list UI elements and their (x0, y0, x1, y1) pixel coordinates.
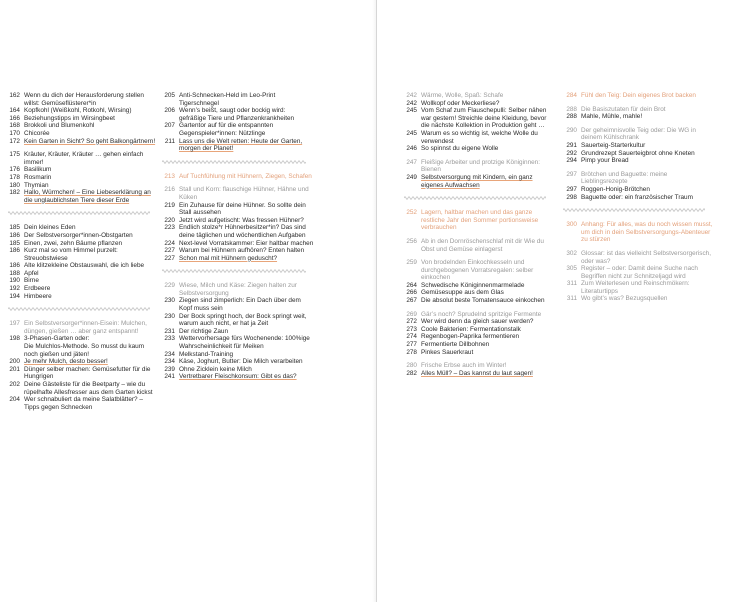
entry-title: Stall und Korn: flauschige Hühner, Hähne und Küken (179, 186, 309, 201)
toc-entry[interactable] (8, 277, 158, 285)
toc-entry[interactable] (563, 250, 713, 265)
page-number: 311 (566, 280, 577, 288)
page-number: 194 (9, 292, 20, 300)
entry-title: Gartentor auf für die entspannten Gegenspieler*innen: Nützlinge (179, 122, 274, 137)
entry-title: Baguette oder: ein französischer Traum (581, 193, 693, 201)
entry-title: Endlich stolze*r Hühnerbesitzer*in? Das sind deine täglichen und wöchentlichen Aufgaben (179, 224, 306, 239)
toc-entry[interactable] (162, 351, 314, 359)
toc-entry[interactable] (563, 127, 713, 142)
entry-title: Die Mulchlos-Methode. So musst du kaum noch gießen und jäten! (24, 343, 145, 358)
entry-title: Beziehungstipps im Wirsingbeet (24, 114, 115, 122)
entry-title: Der Bock springt hoch, der Bock springt weit, warum auch nicht, er hat ja Zeit (179, 312, 307, 328)
toc-entry[interactable] (404, 107, 554, 130)
toc-column-4 (563, 92, 713, 303)
entry-title: Anti-Schnecken-Held im Leo-Print Tigerschnegel (179, 92, 276, 107)
entry-title: Birne (24, 277, 39, 285)
toc-entry[interactable] (162, 328, 314, 336)
entry-title: Wo gibt’s was? Bezugsquellen (581, 295, 668, 303)
toc-entry[interactable] (8, 182, 158, 190)
page-number: 178 (9, 173, 20, 181)
toc-entry[interactable] (404, 318, 554, 326)
toc-entry[interactable] (404, 159, 554, 174)
toc-entry[interactable] (8, 115, 158, 123)
page-number: 259 (406, 259, 417, 267)
page-number: 219 (164, 201, 175, 209)
entry-title: Hallo, Würmchen! – Eine Liebeserklärung an die unglaublichsten Tiere dieser Erde (24, 189, 151, 204)
entry-title: Brokkoli und Blumenkohl (24, 122, 95, 130)
toc-entry[interactable] (404, 297, 554, 305)
page-number: 305 (566, 265, 577, 273)
entry-title: Wenn du dich der Herausforderung stellen willst: Gemüseflüsterer*in (24, 92, 144, 107)
entry-title: Grundrezept Sauerteigbrot ohne Kneten (581, 149, 695, 157)
entry-title: Next-level Vorratskammer: Eier haltbar machen (179, 239, 314, 247)
toc-column-1 (8, 92, 158, 411)
page-number: 186 (9, 231, 20, 239)
page-number: 249 (406, 173, 417, 181)
toc-entry[interactable] (8, 396, 158, 411)
page-number: 284 (566, 92, 577, 99)
page-number: 223 (164, 224, 175, 232)
toc-entry[interactable] (563, 113, 713, 121)
toc-entry[interactable] (404, 370, 554, 378)
entry-title: Himbeere (24, 292, 52, 300)
entry-title: Die absolut beste Tomatensauce einkochen (421, 297, 545, 305)
toc-entry[interactable] (8, 107, 158, 115)
entry-title: Warum es so wichtig ist, welche Wolle du verwendest (421, 129, 538, 145)
toc-entry[interactable] (162, 282, 314, 297)
entry-title: Selbstversorgung mit Kindern, ein ganz eigenes Aufwachsen (421, 173, 533, 189)
page-number: 274 (406, 333, 417, 341)
entry-title: Roggen-Honig-Brötchen (581, 185, 650, 193)
entry-title: 3-Phasen-Garten oder: (24, 335, 90, 343)
toc-entry[interactable] (404, 341, 554, 349)
page-number: 168 (9, 122, 20, 130)
page-number: 288 (566, 113, 577, 121)
toc-entry[interactable] (8, 189, 158, 204)
entry-title: Kopfkohl (Weißkohl, Rotkohl, Wirsing) (24, 107, 132, 115)
entry-title: Dein kleines Eden (24, 224, 76, 232)
entry-title: Melkstand-Training (179, 350, 234, 358)
entry-title: Register – oder: Damit deine Suche nach Begriffen nicht zur Schnitzeljagd wird (581, 265, 698, 280)
toc-entry[interactable] (162, 240, 314, 248)
page-number: 231 (164, 327, 175, 335)
entry-title: Alles Müll? – Das kannst du laut sagen! (421, 369, 533, 377)
toc-entry[interactable] (404, 238, 554, 253)
toc-entry[interactable] (404, 326, 554, 334)
toc-entry[interactable] (563, 142, 713, 150)
page-number: 234 (164, 358, 175, 366)
page-number: 273 (406, 325, 417, 333)
toc-entry[interactable] (563, 295, 713, 303)
entry-title: Der geheimnisvolle Teig oder: Die WG in deinem Kühlschrank (581, 126, 696, 142)
page-number: 291 (566, 141, 577, 149)
entry-title: Einen, zwei, zehn Bäume pflanzen (24, 239, 123, 247)
toc-entry[interactable] (8, 92, 158, 107)
page-number: 272 (406, 318, 417, 326)
toc-entry[interactable] (162, 366, 314, 374)
page-number: 242 (406, 99, 417, 107)
toc-entry[interactable] (162, 202, 314, 217)
entry-title: Fermentierte Dillbohnen (421, 341, 490, 349)
toc-column-2 (162, 92, 314, 381)
toc-entry[interactable] (8, 262, 158, 270)
entry-title: Ein Zuhause für deine Hühner. So sollte dein Stall aussehen (179, 201, 306, 217)
page-number: 186 (9, 262, 20, 270)
entry-title: Sauerteig-Starterkultur (581, 141, 646, 149)
toc-entry[interactable] (8, 122, 158, 130)
entry-title: Zum Weiterlesen und Reinschmökern: Literaturtipps (581, 280, 690, 295)
entry-title: Vertretbarer Fleischkonsum: Gibt es das? (179, 373, 297, 381)
page-number: 180 (9, 181, 20, 189)
toc-entry[interactable] (8, 358, 158, 366)
page-number: 297 (566, 185, 577, 193)
page-number: 172 (9, 137, 20, 145)
page-number: 188 (9, 269, 20, 277)
page-number: 207 (164, 122, 175, 130)
toc-entry[interactable] (8, 224, 158, 232)
entry-title: Ab in den Dornröschenschlaf mit dir Wie du Obst und Gemüse einlagerst (421, 237, 544, 253)
entry-title: Rosmarin (24, 173, 52, 181)
entry-title: Apfel (24, 269, 39, 277)
entry-title: Ziegen sind zimperlich: Ein Dach über dem Kopf muss sein (179, 297, 301, 313)
entry-title: Lagern, haltbar machen und das ganze restliche Jahr den Sommer portionsweise verbrauchen (421, 209, 539, 232)
toc-entry[interactable] (563, 221, 713, 244)
toc-entry[interactable] (162, 107, 314, 122)
toc-entry[interactable] (162, 358, 314, 366)
page-number: 246 (406, 145, 417, 153)
page-number: 162 (9, 92, 20, 99)
toc-entry[interactable] (8, 130, 158, 138)
toc-entry[interactable] (8, 247, 158, 262)
entry-title: Mahle, Mühle, mahle! (581, 113, 643, 121)
entry-title: Vom Schaf zum Flauschepulli: Selber nähen war gestern! Streichle deine Kleidung, bevor die nächste Kollektion in Produktion geht … (421, 107, 547, 130)
toc-entry[interactable] (8, 320, 158, 335)
page-number: 176 (9, 166, 20, 174)
entry-title: Jetzt wird aufgetischt: Was fressen Hühner? (179, 216, 304, 224)
toc-entry[interactable] (404, 311, 554, 319)
page-number: 229 (164, 282, 175, 290)
page-number: 234 (164, 350, 175, 358)
page-number: 192 (9, 285, 20, 293)
entry-title: Wenn’s beißt, saugt oder bockig wird: gefräßige Tiere und Pflanzenkrankheiten (179, 107, 295, 122)
entry-title: Ohne Zicklein keine Milch (179, 365, 252, 373)
toc-entry[interactable] (162, 173, 314, 181)
page-number: 185 (9, 224, 20, 232)
toc-entry[interactable] (404, 130, 554, 145)
toc-entry[interactable] (8, 366, 158, 381)
page-number: 241 (164, 373, 175, 381)
toc-entry[interactable] (563, 265, 713, 280)
entry-title: Lass uns die Welt retten: Heute der Garten, morgen der Planet! (179, 137, 303, 153)
entry-title: Auf Tuchfühlung mit Hühnern, Ziegen, Schafen (179, 172, 312, 180)
toc-entry[interactable] (563, 171, 713, 186)
page-number: 166 (9, 114, 20, 122)
page-number: 245 (406, 129, 417, 137)
toc-entry[interactable] (8, 335, 158, 343)
entry-title: Gär’s noch? Sprudelnd spritzige Fermente (421, 310, 542, 318)
entry-title: Brötchen und Baguette: meine Lieblingsrezepte (581, 170, 668, 186)
wavy-divider (162, 268, 314, 274)
page-number: 190 (9, 277, 20, 285)
page-number: 200 (9, 358, 20, 366)
wavy-divider (404, 195, 554, 201)
entry-title: Der Selbstversorger*innen-Obstgarten (24, 231, 133, 239)
page-number: 182 (9, 189, 20, 197)
toc-entry[interactable] (404, 145, 554, 153)
page-number: 201 (9, 365, 20, 373)
page-number: 297 (566, 170, 577, 178)
entry-title: Dünger selber machen: Gemüsefutter für die Hungrigen (24, 365, 151, 381)
entry-title: Pinkes Sauerkraut (421, 348, 474, 356)
wavy-divider (8, 210, 158, 216)
toc-entry[interactable] (162, 224, 314, 239)
page-number: 227 (164, 247, 175, 255)
entry-title: Frische Erbse auch im Winter! (421, 362, 507, 370)
page-number: 170 (9, 129, 20, 137)
page-number: 302 (566, 249, 577, 257)
toc-entry[interactable] (8, 174, 158, 182)
toc-entry[interactable] (563, 157, 713, 165)
toc-entry[interactable] (404, 259, 554, 282)
entry-title: Käse, Joghurt, Butter: Die Milch verarbeiten (179, 358, 303, 366)
entry-title: Ein Selbstversorger*innen-Eisein: Mulchen, düngen, gießen … aber ganz entspannt! (24, 320, 147, 335)
toc-entry[interactable] (563, 106, 713, 114)
toc-entry[interactable] (404, 349, 554, 357)
page-number: 205 (164, 92, 175, 99)
page-number: 197 (9, 320, 20, 328)
entry-title: Anhang: Für alles, was du noch wissen musst, um dich in dein Selbstversorgungs-Abenteuer zu stürzen (581, 221, 713, 244)
page-number: 300 (566, 221, 577, 229)
entry-title: Fühl den Teig: Dein eigenes Brot backen (581, 92, 696, 99)
page-number (8, 343, 24, 358)
page-number: 211 (164, 137, 175, 145)
entry-title: Wer schnabuliert da meine Salatblätter? – Tipps gegen Schnecken (24, 396, 143, 411)
page-number: 247 (406, 158, 417, 166)
page-number: 256 (406, 237, 417, 245)
toc-entry[interactable] (8, 270, 158, 278)
toc-entry[interactable] (563, 194, 713, 202)
toc-entry[interactable] (563, 92, 713, 100)
page-number: 230 (164, 297, 175, 305)
toc-entry[interactable] (563, 280, 713, 295)
entry-title: Basilikum (24, 166, 52, 174)
toc-entry[interactable] (162, 335, 314, 350)
entry-title: Der richtige Zaun (179, 327, 229, 335)
page-number: 311 (566, 295, 577, 303)
page-number: 230 (164, 312, 175, 320)
entry-title: Warum bei Hühnern aufhören? Enten halten (179, 247, 305, 255)
page-number: 290 (566, 126, 577, 134)
page-number: 264 (406, 281, 417, 289)
page-number: 239 (164, 365, 175, 373)
page-gutter (376, 0, 377, 602)
toc-entry[interactable] (404, 282, 554, 290)
toc-entry[interactable] (404, 174, 554, 189)
entry-title: Erdbeere (24, 285, 51, 293)
entry-title: Von brodelnden Einkochkesseln und durchgebogenen Vorratsregalen: selber einkochen (421, 259, 534, 282)
page-number: 252 (406, 209, 417, 217)
toc-entry[interactable] (404, 362, 554, 370)
page-number: 288 (566, 105, 577, 113)
toc-entry[interactable] (563, 186, 713, 194)
page-number: 213 (164, 172, 175, 180)
page-number: 202 (9, 381, 20, 388)
entry-title: Kräuter, Kräuter, Kräuter … gehen einfach immer! (24, 151, 144, 166)
wavy-divider (162, 159, 314, 165)
toc-entry[interactable] (162, 92, 314, 107)
toc-entry[interactable] (162, 373, 314, 381)
toc-entry[interactable] (162, 217, 314, 225)
page-number: 175 (9, 151, 20, 159)
page-number: 227 (164, 254, 175, 262)
page-number: 266 (406, 289, 417, 297)
entry-title: Die Basiszutaten für dein Brot (581, 105, 666, 113)
entry-title: Chicorée (24, 129, 50, 137)
page-number: 198 (9, 335, 20, 343)
toc-entry[interactable] (8, 138, 158, 146)
entry-title: Kurz mal so vom Himmel purzelt: Streuobstwiese (24, 247, 118, 262)
entry-title: Glossar: ist das vielleicht Selbstversorgerisch, oder was? (581, 249, 711, 265)
toc-entry[interactable] (8, 232, 158, 240)
toc-entry[interactable] (162, 255, 314, 263)
page-number: 206 (164, 107, 175, 115)
page-number: 164 (9, 107, 20, 115)
page-number: 185 (9, 239, 20, 247)
page-number: 292 (566, 149, 577, 157)
toc-entry[interactable] (8, 343, 158, 358)
toc-entry[interactable] (162, 247, 314, 255)
page-number: 186 (9, 247, 20, 255)
toc-entry[interactable] (162, 122, 314, 137)
entry-title: Alte klitzekleine Obstauswahl, die ich liebe (24, 262, 145, 270)
toc-entry[interactable] (8, 166, 158, 174)
entry-title: Wiese, Milch und Käse: Ziegen halten zur Selbstversorgung (179, 282, 297, 297)
toc-entry[interactable] (8, 240, 158, 248)
entry-title: Coole Bakterien: Fermentationstalk (421, 325, 521, 333)
page-number: 233 (164, 335, 175, 343)
entry-title: Gemüsesuppe aus dem Glas (421, 289, 504, 297)
entry-title: Wollkopf oder Meckerliese? (421, 99, 500, 107)
entry-title: Pimp your Bread (581, 157, 629, 165)
toc-entry[interactable] (404, 289, 554, 297)
page-number: 245 (406, 107, 417, 115)
entry-title: Deine Gästeliste für die Beetparty – wie du rüpelhafte Allesfresser aus dem Garten kickst (24, 381, 153, 396)
toc-entry[interactable] (8, 285, 158, 293)
wavy-divider (563, 207, 713, 213)
page-number: 294 (566, 157, 577, 165)
entry-title: Schon mal mit Hühnern geduscht? (179, 254, 278, 262)
page-number: 220 (164, 216, 175, 224)
entry-title: Regenbogen-Paprika fermentieren (421, 333, 520, 341)
toc-entry[interactable] (162, 297, 314, 312)
toc-entry[interactable] (404, 100, 554, 108)
page-number: 242 (406, 92, 417, 99)
entry-title: Fleißige Arbeiter und protzige Königinnen: Bienen (421, 158, 541, 174)
page-gutter-shadow (372, 0, 376, 602)
toc-entry[interactable] (162, 138, 314, 153)
entry-title: Wettervorhersage fürs Wochenende: 100%ige Wahrscheinlichkeit für Meiken (179, 335, 310, 351)
page-number: 278 (406, 348, 417, 356)
entry-title: Schwedische Königinnenmarmelade (421, 281, 525, 289)
entry-title: Thymian (24, 181, 49, 189)
page-number: 298 (566, 193, 577, 201)
page-number: 216 (164, 186, 175, 194)
toc-entry[interactable] (404, 209, 554, 232)
page-number: 269 (406, 310, 417, 318)
entry-title: So spinnst du eigene Wolle (421, 145, 499, 153)
toc-entry[interactable] (8, 151, 158, 166)
page-number: 267 (406, 297, 417, 305)
page-number: 204 (9, 396, 20, 404)
page-number: 277 (406, 341, 417, 349)
wavy-divider (8, 306, 158, 312)
toc-entry[interactable] (404, 333, 554, 341)
toc-entry[interactable] (162, 186, 314, 201)
page-number: 224 (164, 239, 175, 247)
toc-entry[interactable] (8, 381, 158, 396)
page-number: 282 (406, 369, 417, 377)
toc-entry[interactable] (404, 92, 554, 100)
toc-column-3 (404, 92, 554, 377)
page-number: 280 (406, 362, 417, 370)
entry-title: Wer wird denn da gleich sauer werden? (421, 318, 534, 326)
entry-title: Kein Garten in Sicht? So geht Balkongärtnern! (24, 137, 156, 145)
toc-entry[interactable] (8, 293, 158, 301)
toc-entry[interactable] (563, 150, 713, 158)
entry-title: Je mehr Mulch, desto besser! (24, 358, 108, 366)
entry-title: Wärme, Wolle, Spaß: Schafe (421, 92, 504, 99)
toc-entry[interactable] (162, 313, 314, 328)
